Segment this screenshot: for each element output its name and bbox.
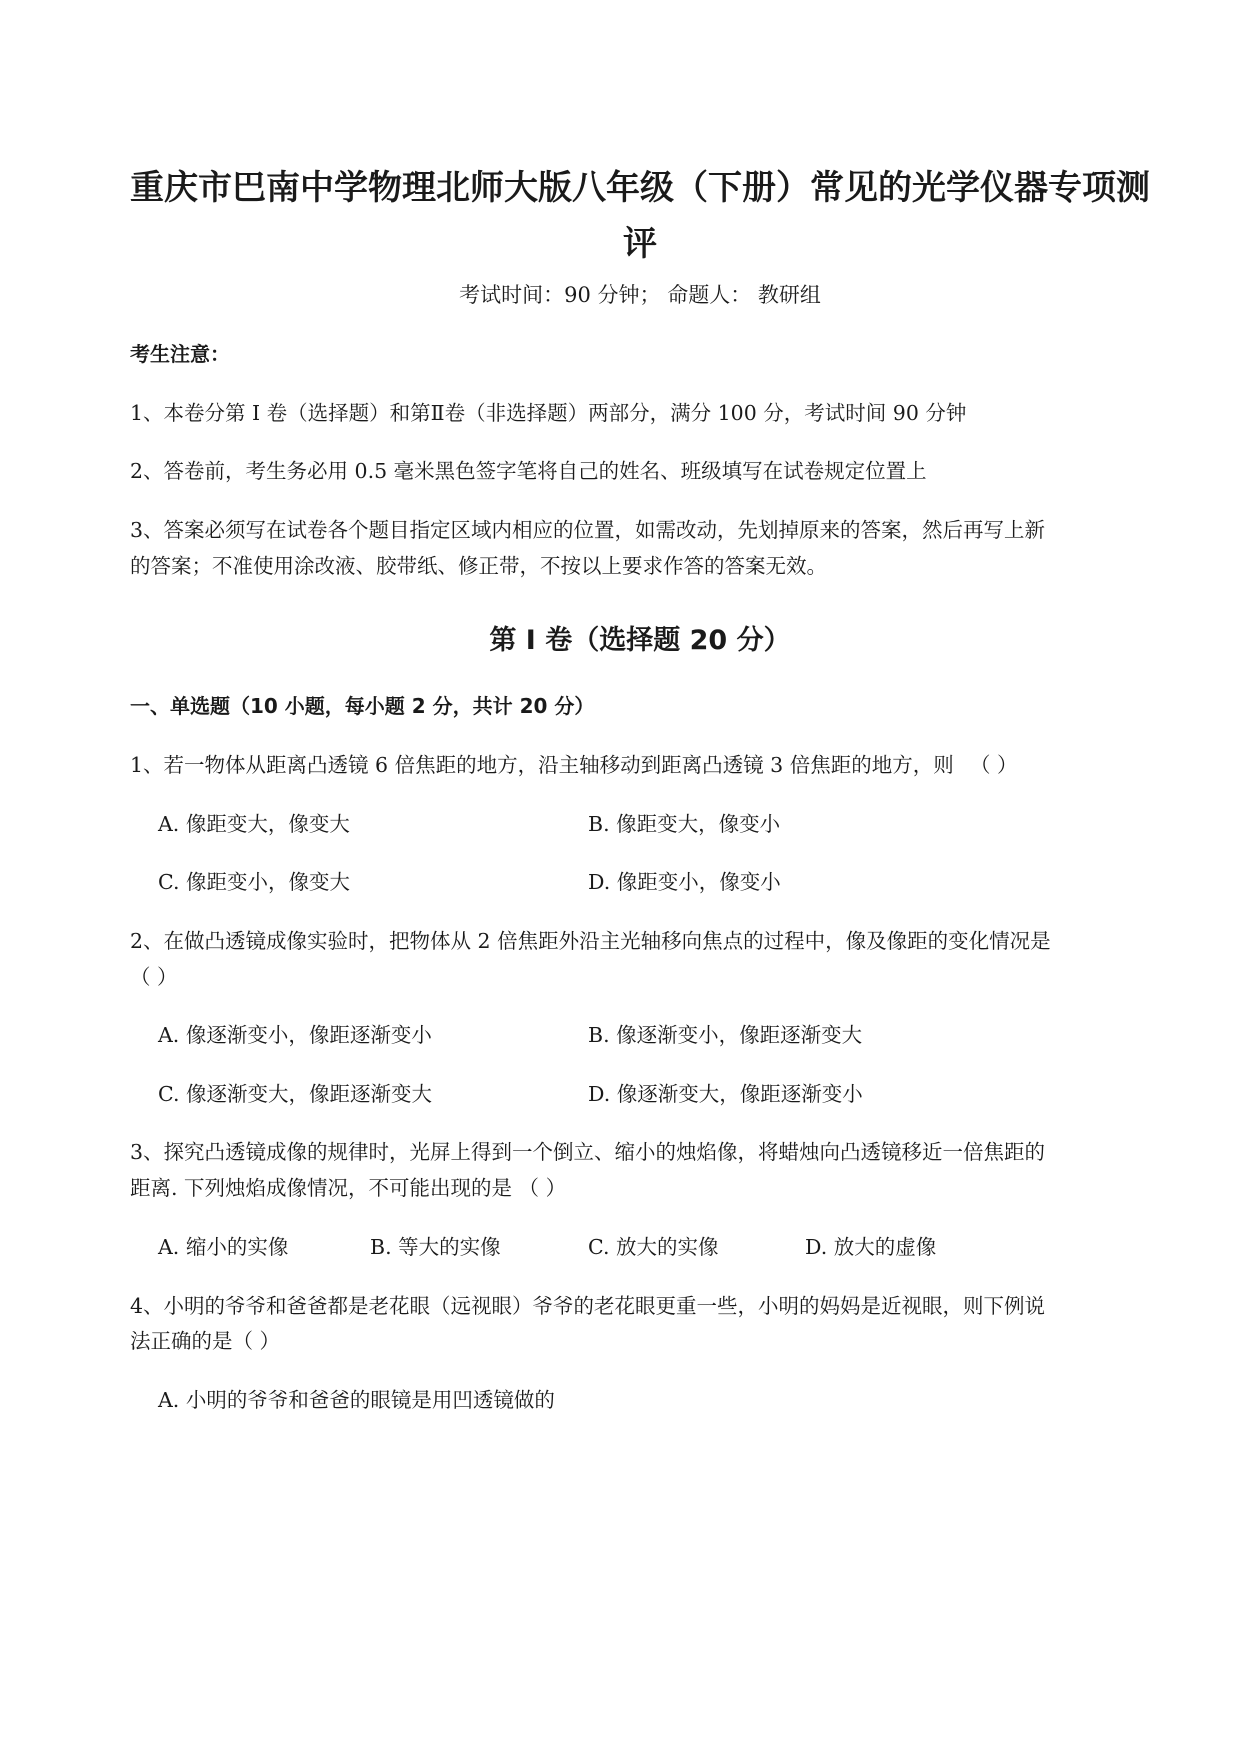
question-1-option-d[interactable]: D. 像距变小，像变小 bbox=[588, 870, 781, 894]
question-2-option-d[interactable]: D. 像逐渐变大，像距逐渐变小 bbox=[588, 1082, 863, 1106]
question-3-stem-cont: 距离. 下列烛焰成像情况，不可能出现的是 （ ） bbox=[130, 1176, 567, 1200]
question-3-option-a[interactable]: A. 缩小的实像 bbox=[158, 1235, 289, 1259]
notice-item-1: 1、本卷分第 I 卷（选择题）和第Ⅱ卷（非选择题）两部分，满分 100 分，考试时间 90 分钟 bbox=[130, 401, 967, 425]
question-4-option-a[interactable]: A. 小明的爷爷和爸爸的眼镜是用凹透镜做的 bbox=[158, 1388, 555, 1412]
question-1-option-b[interactable]: B. 像距变大，像变小 bbox=[588, 812, 781, 836]
exam-title-line1: 重庆市巴南中学物理北师大版八年级（下册）常见的光学仪器专项测 bbox=[130, 168, 1150, 208]
notice-item-3-cont: 的答案；不准使用涂改液、胶带纸、修正带，不按以上要求作答的答案无效。 bbox=[130, 554, 827, 578]
notice-item-3: 3、答案必须写在试卷各个题目指定区域内相应的位置，如需改动，先划掉原来的答案，然后再写上新 bbox=[130, 518, 1046, 542]
question-1-stem: 1、若一物体从距离凸透镜 6 倍焦距的地方，沿主轴移动到距离凸透镜 3 倍焦距的地方，则 bbox=[130, 753, 954, 777]
question-4-stem: 4、小明的爷爷和爸爸都是老花眼（远视眼）爷爷的老花眼更重一些，小明的妈妈是近视眼，则下例说 bbox=[130, 1294, 1046, 1318]
question-3-option-c[interactable]: C. 放大的实像 bbox=[588, 1235, 719, 1259]
exam-title-line2: 评 bbox=[623, 224, 657, 264]
question-3-option-d[interactable]: D. 放大的虚像 bbox=[805, 1235, 937, 1259]
question-2-option-c[interactable]: C. 像逐渐变大，像距逐渐变大 bbox=[158, 1082, 432, 1106]
question-2-option-a[interactable]: A. 像逐渐变小，像距逐渐变小 bbox=[158, 1023, 432, 1047]
question-1-option-c[interactable]: C. 像距变小，像变大 bbox=[158, 870, 350, 894]
question-2-stem: 2、在做凸透镜成像实验时，把物体从 2 倍焦距外沿主光轴移向焦点的过程中，像及像距的变化情况是 bbox=[130, 929, 1051, 953]
exam-info: 考试时间：90 分钟； 命题人： 教研组 bbox=[459, 283, 821, 307]
question-2-stem-cont: （ ） bbox=[130, 965, 178, 989]
part-heading: 一、单选题（10 小题，每小题 2 分，共计 20 分） bbox=[130, 694, 595, 718]
notice-heading: 考生注意： bbox=[130, 342, 230, 366]
notice-item-2: 2、答卷前，考生务必用 0.5 毫米黑色签字笔将自己的姓名、班级填写在试卷规定位置上 bbox=[130, 459, 927, 483]
question-4-stem-cont: 法正确的是（ ） bbox=[130, 1329, 281, 1353]
question-3-option-b[interactable]: B. 等大的实像 bbox=[370, 1235, 501, 1259]
question-3-stem: 3、探究凸透镜成像的规律时，光屏上得到一个倒立、缩小的烛焰像，将蜡烛向凸透镜移近一倍焦距的 bbox=[130, 1140, 1046, 1164]
question-1-answer-paren: （ ） bbox=[970, 753, 1018, 777]
question-1-option-a[interactable]: A. 像距变大，像变大 bbox=[158, 812, 350, 836]
question-2-option-b[interactable]: B. 像逐渐变小，像距逐渐变大 bbox=[588, 1023, 863, 1047]
section-title: 第 I 卷（选择题 20 分） bbox=[489, 625, 791, 656]
